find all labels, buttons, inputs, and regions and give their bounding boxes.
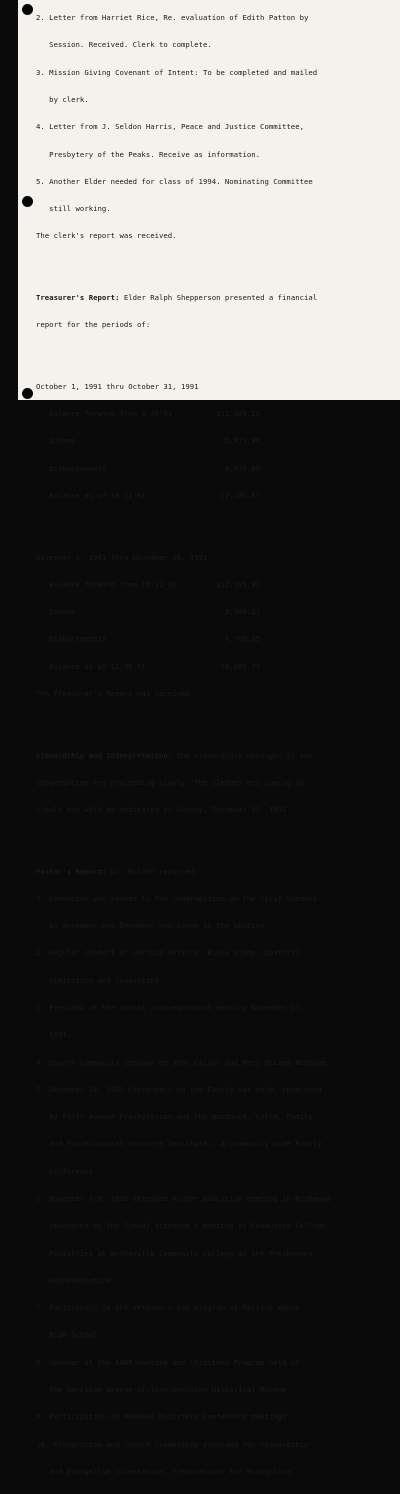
ledger-row: Balance as of 10-31-91 12,105.87 <box>36 490 261 500</box>
pastor-intro: Dr. Bolden reported : <box>106 866 203 876</box>
ledger-row: Income 3,540.21 <box>36 607 261 617</box>
stewardship-heading: Stewardship and Interpretation: <box>36 750 173 760</box>
intro-line: 3. Mission Giving Covenant of Intent: To be completed and mailed <box>36 67 318 77</box>
pastor-item: 9. Participation in Roanoke Ministers Conference meetings. <box>36 1412 291 1422</box>
pastor-heading-line <box>36 867 376 876</box>
intro-line: Session. Received. Clerk to complete. <box>36 40 212 50</box>
treasurer-heading: Treasurer's Report: <box>36 293 120 302</box>
pastor-item: visitation and counseling. <box>36 975 164 985</box>
treasurer-text: report for the periods of: <box>36 320 151 330</box>
ledger-row: Disbursements 4,760.35 <box>36 634 261 644</box>
pastor-item: in November and December and taken to the shutins. <box>36 921 269 931</box>
period-title: November 1, 1991 thru November 30, 1991 <box>36 552 208 562</box>
intro-line: 5. Another Elder needed for class of 1994. Nominating Committee <box>36 176 313 186</box>
stewardship-text: The stewardship messages to the <box>172 750 313 760</box>
treasurer-heading-line <box>36 293 376 302</box>
pastor-item: sponsored by the Synod/ attended a meeting of Community College <box>36 1221 326 1231</box>
ledger-row: Income 5,471.80 <box>36 436 261 446</box>
pastor-item: the Harrison Avenue African-American Historical Museum. <box>36 1384 291 1394</box>
ledger-row: Balance forward from 9-30-91 $11,309.15 <box>36 409 261 419</box>
pastor-item: 7. Participant in the Veteran's Day program at Patrick Henry <box>36 1303 300 1313</box>
document-page <box>18 0 400 1476</box>
intro-line: 4. Letter from J. Seldon Harris, Peace and Justice Committee, <box>36 122 304 132</box>
punch-hole <box>22 4 33 15</box>
pastor-item: Conference. <box>36 1166 98 1176</box>
intro-line: Presbytery of the Peaks. Receive as information. <box>36 149 261 159</box>
ledger-row: Disbursements 4,675.08 <box>36 463 261 473</box>
stewardship-text: slowly and will be dedicated on Sunday, December 29, 1991. <box>36 805 291 815</box>
pastor-item: and Psychological Services Institute...a community wide Family <box>36 1139 322 1149</box>
punch-hole <box>22 196 33 207</box>
treasurer-text: Elder Ralph Shepperson presented a financial <box>119 293 318 302</box>
pastor-item: 4. Church-community Seminar on John Calvin and Mary McLeod Bethune. <box>36 1057 331 1067</box>
pastor-item: 10. Preparation and church leadership provided for Stewardship <box>36 1439 309 1449</box>
pastor-item: Representative. <box>36 1275 116 1285</box>
ledger-row: Balance as of 11-30-91 10,885.73 <box>36 661 261 671</box>
punch-hole <box>22 388 33 399</box>
pastor-item: 5. December 14, 1991 Conference on the Family was held, sponsored <box>36 1084 322 1094</box>
pastor-item: 1. Communion was served to the congregation on the first Sundays <box>36 893 318 903</box>
minutes-text <box>36 0 376 1494</box>
pastor-item: 1991. <box>36 1030 72 1040</box>
pastor-item: 8. Speaker at the AARP meeting and Christmas Program held at <box>36 1357 300 1367</box>
pastor-item: Ministries at Wytheville Community College as the Presbytery <box>36 1248 313 1258</box>
pastor-item: by Fifth Avenue Presbyterian and the Guidance, Child, Family <box>36 1112 313 1122</box>
pastor-item: and Evangelism orientation. Preparations for Evangelism <box>36 1466 291 1476</box>
treasurer-received: The Treasurer's Report was received. <box>36 688 195 698</box>
pastor-item: 3. Presided at the annual congregational meeting November 17, <box>36 1003 304 1013</box>
period-title: October 1, 1991 thru October 31, 1991 <box>36 381 199 391</box>
pastor-heading: Pastor's Report: <box>36 866 107 876</box>
intro-line: 2. Letter from Harriet Rice, Re. evaluation of Edith Patton by <box>36 13 309 23</box>
pastor-item: 6. November 8-9, 1991 attended Higher Education meeting in Richmond <box>36 1194 331 1203</box>
pastor-item: High School. <box>36 1330 102 1340</box>
ledger-row: Balance forward from 10-31-91 $12,105.87 <box>36 579 261 589</box>
stewardship-text: congregation are proceeding slowly. The pledges are coming in <box>36 777 304 787</box>
intro-line: by clerk. <box>36 95 89 105</box>
stewardship-heading-line <box>36 751 376 760</box>
intro-line: The clerk's report was received. <box>36 231 177 241</box>
intro-line: still working. <box>36 204 111 214</box>
pastor-item: 2. Regular conduct of worship service. Bible study, pastoral <box>36 948 300 958</box>
